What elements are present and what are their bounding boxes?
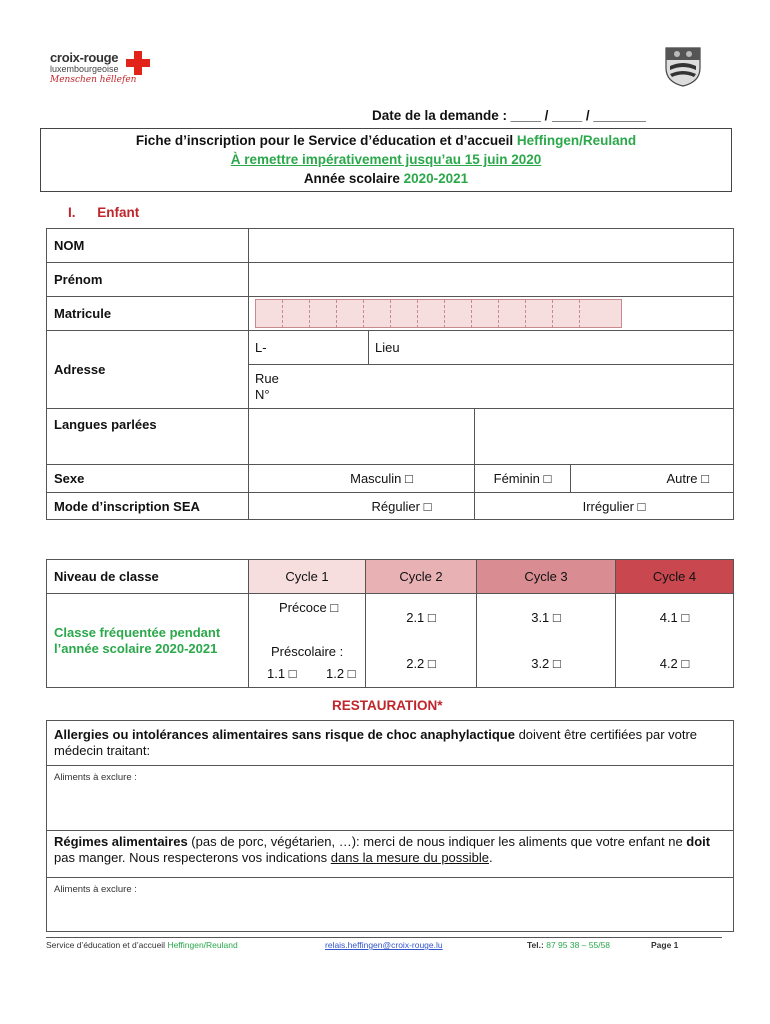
deadline-notice: À remettre impérativement jusqu’au 15 juin 2020 [230, 152, 542, 167]
input-nom[interactable] [249, 229, 734, 263]
croix-rouge-logo [50, 50, 160, 95]
checkbox-2-1[interactable]: 2.1 □ [406, 610, 436, 625]
checkbox-autre[interactable]: Autre □ [666, 471, 709, 486]
checkbox-precoce[interactable]: Précoce □ [279, 600, 339, 615]
footer-tel [527, 940, 610, 950]
footer-service-prefix: Service d’éducation et d’accueil [46, 940, 168, 950]
input-postal-code[interactable] [249, 331, 369, 365]
label-rue: Rue [255, 370, 279, 386]
cycle-4-header: Cycle 4 [616, 560, 734, 594]
logo-tagline: Menschen hëllefen [50, 75, 137, 85]
allergies-bold: Allergies ou intolérances alimentaires sans risque de choc anaphylactique [54, 727, 515, 742]
label-numero: N° [255, 386, 270, 402]
label-sexe: Sexe [47, 465, 249, 493]
footer-tel-label: Tel.: [527, 940, 547, 950]
school-year-prefix: Année scolaire [303, 171, 404, 186]
row-nom [47, 229, 734, 263]
checkbox-regulier[interactable]: Régulier □ [249, 493, 475, 520]
checkbox-feminin[interactable]: Féminin □ [475, 465, 571, 492]
restauration-box [46, 720, 734, 932]
cycle-1-options [249, 594, 366, 688]
row-prenom [47, 263, 734, 297]
allergies-notice [54, 727, 725, 759]
section-number: I. [68, 205, 76, 220]
regimes-underlined: dans la mesure du possible [330, 850, 490, 865]
form-title [41, 133, 731, 148]
regimes-notice [54, 834, 725, 866]
restauration-heading: RESTAURATION* [332, 698, 443, 713]
row-niveau [47, 560, 734, 594]
input-langues-2[interactable] [475, 409, 734, 465]
checkbox-3-1[interactable]: 3.1 □ [531, 610, 561, 625]
cycle-1-header: Cycle 1 [249, 560, 366, 594]
footer-service-location: Heffingen/Reuland [167, 940, 238, 950]
form-header-box [40, 128, 732, 192]
label-adresse: Adresse [47, 331, 249, 409]
input-prenom[interactable] [249, 263, 734, 297]
checkbox-1-1[interactable]: 1.1 □ [267, 666, 297, 681]
regimes-bold: Régimes alimentaires [54, 834, 188, 849]
cycle-3-options [477, 594, 616, 688]
input-street[interactable] [249, 365, 734, 409]
label-niveau: Niveau de classe [47, 560, 249, 594]
footer-page: Page 1 [651, 940, 679, 950]
logo-name-line2: luxembourgeoise [50, 64, 119, 74]
checkbox-masculin[interactable]: Masculin □ [249, 465, 475, 493]
checkbox-3-2[interactable]: 3.2 □ [531, 656, 561, 671]
label-mode: Mode d’inscription SEA [47, 493, 249, 520]
school-year-value: 2020-2021 [403, 171, 469, 186]
input-langues-1[interactable] [249, 409, 475, 465]
label-prescolaire: Préscolaire : [271, 644, 344, 659]
regimes-text1: (pas de porc, végétarien, …): merci de nous indiquer les aliments que votre enfant ne [187, 834, 687, 849]
allergies-rest: doivent être certifiées par votre médecin traitant: [54, 727, 698, 758]
checkbox-1-2[interactable]: 1.2 □ [326, 666, 356, 681]
child-info-table [46, 228, 734, 520]
sexe-feminin-autre [475, 465, 734, 493]
footer-rule [46, 937, 722, 938]
row-sexe [47, 465, 734, 493]
row-classe-frequentee [47, 594, 734, 688]
cycle-2-header: Cycle 2 [366, 560, 477, 594]
cycle-3-header: Cycle 3 [477, 560, 616, 594]
label-nom: NOM [47, 229, 249, 263]
section-title: Enfant [97, 205, 140, 220]
label-prenom: Prénom [47, 263, 249, 297]
row-matricule [47, 297, 734, 331]
logo-name-line1: croix-rouge [50, 50, 119, 65]
red-cross-icon [126, 51, 150, 75]
regimes-field[interactable] [47, 877, 733, 931]
class-level-table [46, 559, 734, 688]
cycle-2-options [366, 594, 477, 688]
footer-service [46, 940, 238, 950]
checkbox-4-2[interactable]: 4.2 □ [659, 656, 690, 671]
label-matricule: Matricule [47, 297, 249, 331]
regimes-doit: doit [686, 834, 711, 849]
cycle-4-options [616, 594, 734, 688]
matricule-boxes[interactable] [255, 299, 622, 328]
checkbox-2-2[interactable]: 2.2 □ [406, 656, 436, 671]
form-title-prefix: Fiche d’inscription pour le Service d’éducation et d’accueil [135, 133, 517, 148]
school-year [41, 171, 731, 186]
label-lieu: Lieu [375, 340, 400, 355]
checkbox-4-1[interactable]: 4.1 □ [659, 610, 690, 625]
date-of-request: Date de la demande : ____ / ____ / _______ [372, 108, 646, 123]
row-langues [47, 409, 734, 465]
input-matricule[interactable] [249, 297, 734, 331]
form-title-location: Heffingen/Reuland [516, 133, 637, 148]
row-adresse-locality [47, 331, 734, 365]
footer-email-link[interactable]: relais.heffingen@croix-rouge.lu [325, 940, 443, 950]
coat-of-arms-icon [664, 46, 702, 88]
regimes-text2: pas manger. Nous respecterons vos indications [54, 850, 331, 865]
aliments-label-2: Aliments à exclure : [54, 884, 137, 895]
label-classe-frequentee: Classe fréquentée pendant l’année scolaire 2020-2021 [47, 594, 249, 688]
aliments-label-1: Aliments à exclure : [54, 772, 137, 783]
footer-tel-number: 87 95 38 – 55/58 [546, 940, 611, 950]
regimes-end: . [489, 850, 493, 865]
postal-prefix: L- [255, 340, 267, 355]
checkbox-irregulier[interactable]: Irrégulier □ [475, 493, 734, 520]
row-mode [47, 493, 734, 520]
label-langues: Langues parlées [47, 409, 249, 465]
input-lieu[interactable] [369, 331, 734, 365]
allergies-field[interactable] [47, 765, 733, 831]
section-heading-enfant [68, 205, 139, 220]
